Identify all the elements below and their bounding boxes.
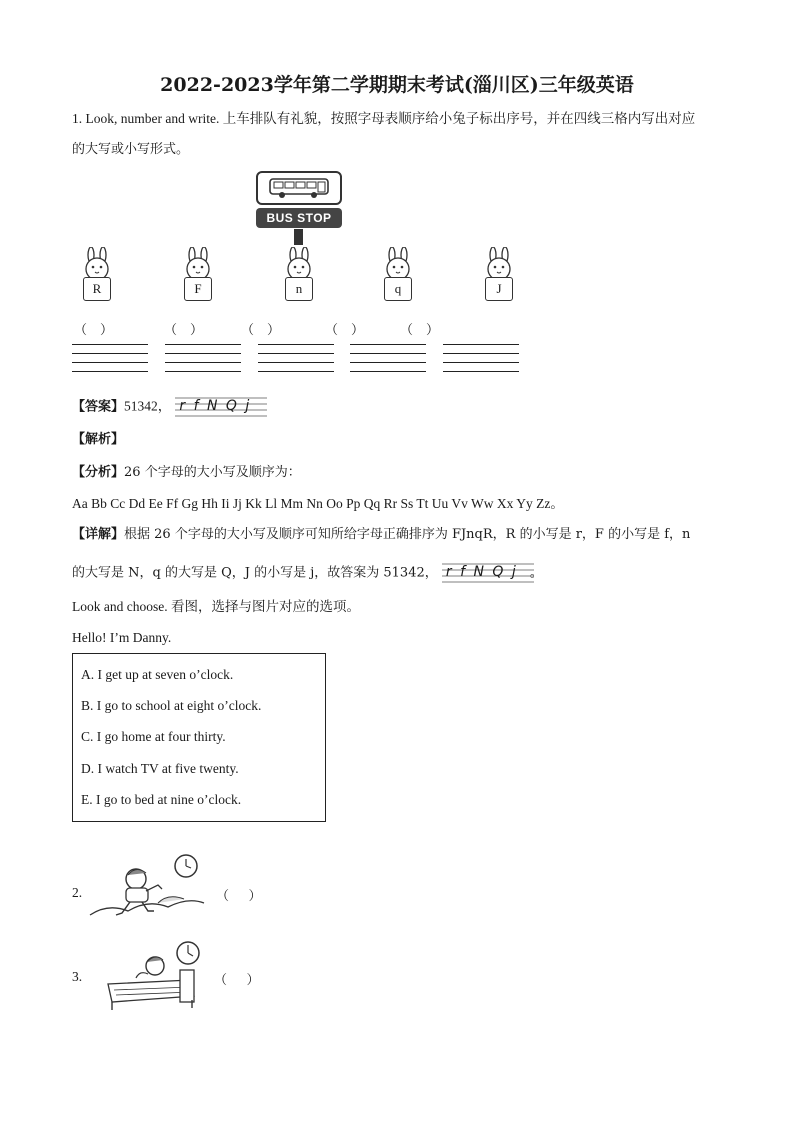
- handwriting-answer: r f N Q j: [179, 398, 252, 414]
- option-d: D. I watch TV at five twenty.: [81, 761, 239, 776]
- handwriting-answer-2: r f N Q j: [445, 564, 518, 580]
- answer-paren-5[interactable]: （ ）: [400, 322, 440, 337]
- fenxi-text: 26 个字母的大小写及顺序为：: [124, 465, 301, 480]
- item-3-answer[interactable]: （ ）: [214, 972, 260, 987]
- option-b: B. I go to school at eight o’clock.: [81, 698, 262, 713]
- rabbit-card-2: [180, 247, 220, 303]
- bus-icon: [256, 171, 342, 205]
- writing-lines-3[interactable]: [258, 344, 334, 378]
- rabbit-card-4: [380, 247, 420, 303]
- analysis-tag: 【解析】: [72, 432, 125, 447]
- rabbit-letter: F: [184, 277, 212, 301]
- rabbit-icon: [79, 247, 119, 281]
- writing-lines-4[interactable]: [350, 344, 426, 378]
- q2-intro: Hello! I’m Danny.: [72, 630, 172, 645]
- options-box: [72, 653, 326, 822]
- xiangjie-tag: 【详解】: [72, 527, 125, 542]
- answer-paren-4[interactable]: （ ）: [325, 322, 365, 337]
- item-2-number: 2.: [72, 885, 83, 900]
- bus-stop-sign: [256, 171, 342, 228]
- rabbit-icon: [281, 247, 321, 281]
- rabbit-letter: R: [83, 277, 111, 301]
- bus-stop-label: BUS STOP: [256, 208, 342, 228]
- page-title: 2022-2023学年第二学期期末考试(淄川区)三年级英语: [160, 74, 634, 96]
- rabbit-letter: J: [485, 277, 513, 301]
- option-e: E. I go to bed at nine o’clock.: [81, 792, 242, 807]
- rabbit-card-5: [481, 247, 521, 303]
- rabbit-letter: q: [384, 277, 412, 301]
- rabbit-letter: n: [285, 277, 313, 301]
- answer-tag: 【答案】: [72, 399, 125, 415]
- option-c: C. I go home at four thirty.: [81, 729, 226, 744]
- answer-paren-3[interactable]: （ ）: [241, 322, 281, 337]
- item-3-number: 3.: [72, 969, 83, 984]
- option-a: A. I get up at seven o’clock.: [81, 667, 234, 682]
- xiangjie-end: 。: [529, 565, 543, 581]
- rabbit-icon: [380, 247, 420, 281]
- rabbit-icon: [180, 247, 220, 281]
- q1-prompt-line1: 1. Look, number and write. 上车排队有礼貌，按照字母表顺序给小兔子标出序号，并在四线三格内写出对应: [72, 111, 696, 126]
- alphabet-list: Aa Bb Cc Dd Ee Ff Gg Hh Ii Jj Kk Ll Mm Nn Oo Pp Qq Rr Ss Tt Uu Vv Ww Xx Yy Zz。: [72, 496, 564, 511]
- writing-lines-1[interactable]: [72, 344, 148, 378]
- fenxi-tag: 【分析】: [72, 465, 125, 480]
- answer-paren-2[interactable]: （ ）: [164, 322, 204, 337]
- writing-lines-5[interactable]: [443, 344, 519, 378]
- q2-instruction: Look and choose. 看图，选择与图片对应的选项。: [72, 599, 360, 614]
- sign-pole: [294, 229, 303, 245]
- xiangjie-row: [72, 526, 690, 544]
- answer-paren-1[interactable]: （ ）: [74, 322, 114, 337]
- rabbit-icon: [481, 247, 521, 281]
- writing-lines-2[interactable]: [165, 344, 241, 378]
- boy-walking-illustration: [88, 853, 206, 923]
- xiangjie-row-2: [72, 562, 543, 584]
- boy-in-bed-illustration: [100, 940, 210, 1012]
- xiangjie-line2: 的大写是 N，q 的大写是 Q，J 的小写是 j，故答案为 51342，: [72, 565, 438, 581]
- xiangjie-line1: 根据 26 个字母的大小写及顺序可知所给字母正确排序为 FJnqR，R 的小写是 r，F 的小写是 f，n: [124, 527, 691, 542]
- answer-row: [72, 396, 263, 418]
- item-2-answer[interactable]: （ ）: [216, 888, 262, 903]
- rabbit-card-1: [79, 247, 119, 303]
- rabbit-card-3: [281, 247, 321, 303]
- q1-prompt-line2: 的大写或小写形式。: [72, 142, 190, 157]
- answer-text: 51342，: [124, 398, 172, 414]
- fenxi-row: [72, 464, 301, 482]
